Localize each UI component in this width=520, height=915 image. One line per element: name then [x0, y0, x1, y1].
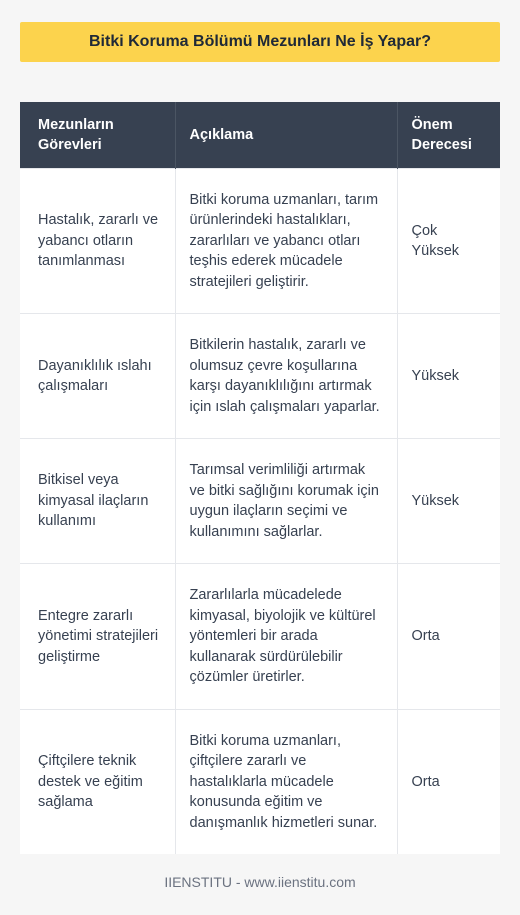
- table-row: [20, 169, 500, 314]
- cell-description: Bitkilerin hastalık, zararlı ve olumsuz çevre koşullarına karşı dayanıklılığını artırmak için ıslah çalışmaları yaparlar.: [175, 314, 397, 439]
- table-row: [20, 439, 500, 564]
- cell-duty: Dayanıklılık ıslahı çalışmaları: [20, 314, 175, 439]
- cell-importance: Yüksek: [397, 314, 500, 439]
- cell-description: Zararlılarla mücadelede kimyasal, biyolojik ve kültürel yöntemleri bir arada kullanarak sürdürülebilir çözümler üretirler.: [175, 564, 397, 710]
- table-row: [20, 314, 500, 439]
- cell-duty: Çiftçilere teknik destek ve eğitim sağlama: [20, 710, 175, 855]
- footer-text: IIENSTITU - www.iienstitu.com: [164, 874, 356, 890]
- cell-importance: Orta: [397, 564, 500, 710]
- cell-importance: Orta: [397, 710, 500, 855]
- header-duty: Mezunların Görevleri: [20, 102, 175, 169]
- cell-duty: Entegre zararlı yönetimi stratejileri geliştirme: [20, 564, 175, 710]
- cell-duty: Bitkisel veya kimyasal ilaçların kullanımı: [20, 439, 175, 564]
- header-description: Açıklama: [175, 102, 397, 169]
- duties-table: [20, 102, 500, 854]
- page-title: Bitki Koruma Bölümü Mezunları Ne İş Yapar?: [20, 22, 500, 62]
- cell-description: Bitki koruma uzmanları, çiftçilere zararlı ve hastalıklarla mücadele konusunda eğitim ve danışmanlık hizmetleri sunar.: [175, 710, 397, 855]
- cell-importance: Çok Yüksek: [397, 169, 500, 314]
- table-row: [20, 564, 500, 710]
- cell-importance: Yüksek: [397, 439, 500, 564]
- cell-description: Bitki koruma uzmanları, tarım ürünlerindeki hastalıkları, zararlıları ve yabancı otları teşhis ederek mücadele stratejileri geliştirir.: [175, 169, 397, 314]
- table-header-row: [20, 102, 500, 169]
- header-importance: Önem Derecesi: [397, 102, 500, 169]
- table-row: [20, 710, 500, 855]
- cell-duty: Hastalık, zararlı ve yabancı otların tanımlanması: [20, 169, 175, 314]
- cell-description: Tarımsal verimliliği artırmak ve bitki sağlığını korumak için uygun ilaçların seçimi ve kullanımını sağlarlar.: [175, 439, 397, 564]
